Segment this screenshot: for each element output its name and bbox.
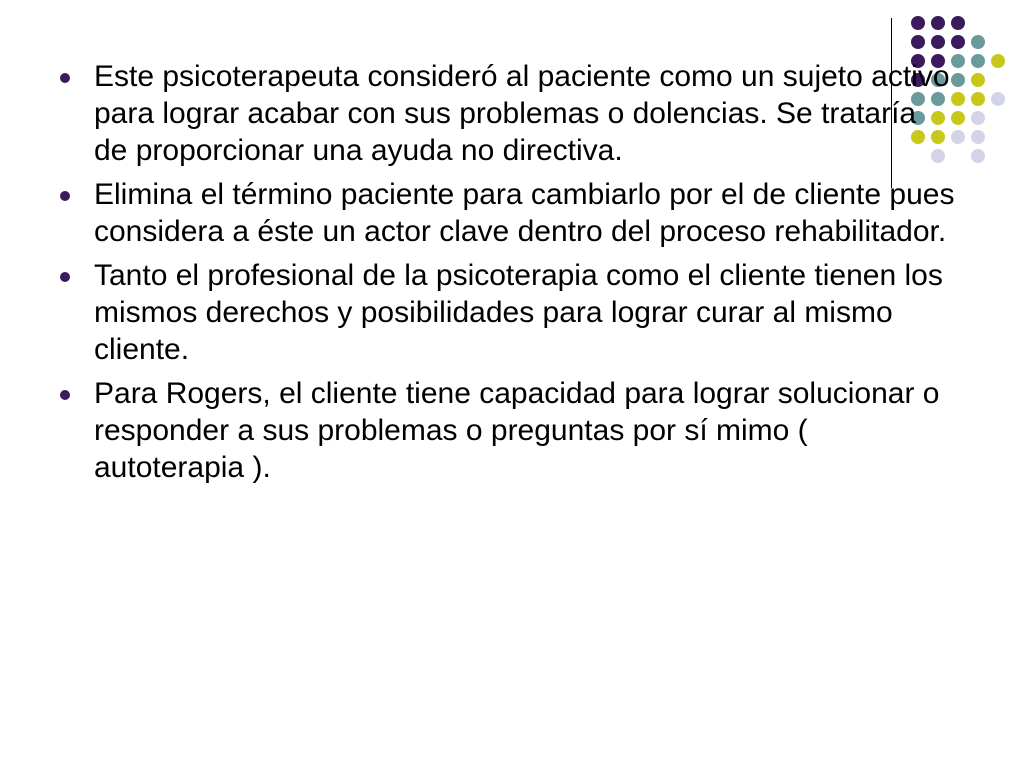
bullet-dot-icon [60,73,70,83]
bullet-item [56,176,956,250]
decorative-dot [971,73,985,87]
bullet-text: Elimina el término paciente para cambiarlo por el de cliente pues considera a éste un actor clave dentro del proceso rehabilitador. [94,178,955,248]
decorative-dot [971,130,985,144]
decorative-dot [911,16,925,30]
decorative-dot [971,149,985,163]
bullet-dot-icon [60,191,70,201]
bullet-list [56,58,956,493]
decorative-dot [991,54,1005,68]
bullet-dot-icon [60,390,70,400]
decorative-dot [911,35,925,49]
decorative-dot [971,92,985,106]
bullet-item [56,58,956,169]
decorative-dot [931,16,945,30]
bullet-text: Tanto el profesional de la psicoterapia como el cliente tienen los mismos derechos y posibilidades para lograr curar al mismo cliente. [94,259,943,366]
bullet-text: Para Rogers, el cliente tiene capacidad para lograr solucionar o responder a sus problemas o preguntas por sí mimo ( autoterapia ). [94,377,940,484]
decorative-dot [971,54,985,68]
decorative-dot [951,16,965,30]
decorative-dot [991,92,1005,106]
bullet-item [56,375,956,486]
decorative-dot [931,35,945,49]
bullet-text: Este psicoterapeuta consideró al paciente como un sujeto activo para lograr acabar con sus problemas o dolencias. Se trataría de proporcionar una ayuda no directiva. [94,60,950,167]
bullet-dot-icon [60,272,70,282]
bullet-item [56,257,956,368]
decorative-dot [971,111,985,125]
decorative-dot [951,35,965,49]
decorative-dot [971,35,985,49]
